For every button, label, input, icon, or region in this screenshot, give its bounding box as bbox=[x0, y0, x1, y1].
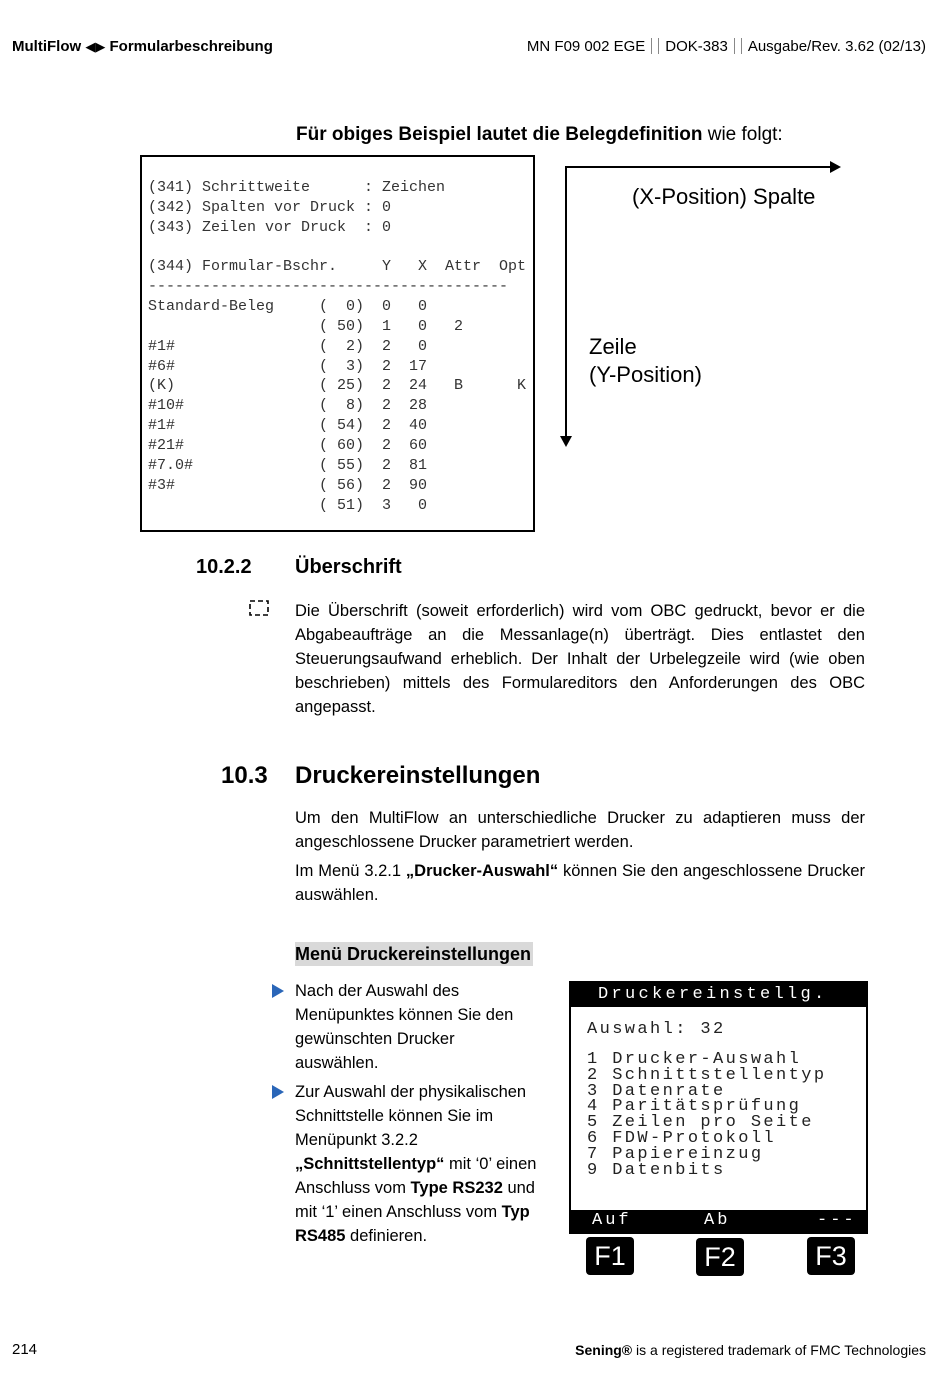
header-revision: Ausgabe/Rev. 3.62 (02/13) bbox=[747, 38, 926, 55]
display-title-bar bbox=[571, 983, 866, 1007]
code-line: ( 50) 1 0 2 bbox=[148, 317, 464, 335]
softkey-label-down: Ab bbox=[704, 1211, 731, 1230]
right-arrow-icon: ▶ bbox=[95, 39, 106, 54]
section-number: 10.2.2 bbox=[196, 556, 252, 578]
para-text: Im Menü 3.2.1 bbox=[295, 862, 406, 880]
display-menu-item: 9 Datenbits bbox=[587, 1160, 726, 1180]
f1-key[interactable]: F1 bbox=[586, 1237, 634, 1275]
header-section: Formularbeschreibung bbox=[109, 38, 273, 55]
section-title: Überschrift bbox=[295, 556, 402, 578]
display-title: Druckereinstellg. bbox=[598, 985, 828, 1004]
code-line: #3# ( 56) 2 90 bbox=[148, 476, 428, 494]
f2-key[interactable]: F2 bbox=[696, 1238, 744, 1276]
code-line: (343) Zeilen vor Druck : 0 bbox=[148, 218, 392, 236]
code-line: (342) Spalten vor Druck : 0 bbox=[148, 198, 392, 216]
y-axis-label bbox=[589, 333, 702, 389]
header-product: MultiFlow bbox=[12, 38, 82, 55]
bullet-text: und mit ‘1’ einen Anschluss vom bbox=[295, 1179, 535, 1221]
footer-trademark bbox=[575, 1342, 926, 1358]
menu-heading: Menü Druckereinstellungen bbox=[295, 944, 532, 964]
y-axis-line bbox=[565, 166, 567, 438]
display-softkey-bar bbox=[571, 1210, 866, 1232]
bullet-text: definieren. bbox=[345, 1227, 428, 1245]
para-text: können Sie den angeschlossene Drucker auswählen. bbox=[295, 862, 865, 904]
device-display bbox=[569, 981, 868, 1234]
code-line: #10# ( 8) 2 28 bbox=[148, 397, 428, 415]
intro-bold: Für obiges Beispiel lautet die Belegdefinition bbox=[296, 124, 703, 145]
code-line: #1# ( 54) 2 40 bbox=[148, 417, 428, 435]
display-selection: Auswahl: 32 bbox=[587, 1020, 726, 1039]
x-axis-arrow-icon bbox=[830, 161, 841, 173]
section-paragraph: Um den MultiFlow an unterschiedliche Drucker zu adaptieren muss der angeschlossene Drucker parametriert werden. bbox=[295, 809, 865, 851]
footer-brand: Sening® bbox=[575, 1342, 633, 1358]
code-line: ---------------------------------------- bbox=[148, 278, 509, 296]
code-line: #1# ( 2) 2 0 bbox=[148, 337, 428, 355]
code-line: #21# ( 60) 2 60 bbox=[148, 436, 428, 454]
bullet-arrow-icon bbox=[272, 984, 284, 998]
display-menu-item: 2 Schnittstellentyp bbox=[587, 1065, 827, 1085]
header-doc-id: MN F09 002 EGE bbox=[526, 38, 646, 55]
interface-type: Typ RS485 bbox=[295, 1203, 530, 1245]
display-menu-item: 4 Paritätsprüfung bbox=[587, 1097, 802, 1117]
code-line: #6# ( 3) 2 17 bbox=[148, 357, 428, 375]
code-line bbox=[148, 238, 526, 258]
y-axis-label-line1: Zeile bbox=[589, 334, 637, 359]
note-icon bbox=[248, 599, 270, 622]
display-menu-item: 3 Datenrate bbox=[587, 1081, 726, 1101]
bullet-item: Nach der Auswahl des Menüpunktes können Sie den gewünschten Drucker auswählen. bbox=[295, 982, 514, 1072]
intro-tail: wie folgt: bbox=[702, 124, 783, 145]
x-axis-label: (X-Position) Spalte bbox=[632, 184, 816, 209]
footer-text: is a registered trademark of FMC Technologies bbox=[632, 1342, 926, 1358]
form-definition-box bbox=[140, 155, 535, 532]
separator bbox=[734, 38, 742, 54]
page-number: 214 bbox=[12, 1341, 38, 1358]
bullet-text: mit ‘0’ einen Anschluss vom bbox=[295, 1155, 537, 1197]
section-number: 10.3 bbox=[221, 762, 268, 789]
header-title bbox=[12, 38, 273, 55]
f3-key[interactable]: F3 bbox=[807, 1237, 855, 1275]
header-doc-num: DOK-383 bbox=[665, 38, 728, 55]
menu-reference: „Schnittstellentyp“ bbox=[295, 1155, 445, 1173]
intro-text bbox=[296, 124, 783, 146]
left-arrow-icon: ◀ bbox=[85, 39, 96, 54]
code-line: ( 51) 3 0 bbox=[148, 496, 428, 514]
section-paragraph bbox=[295, 859, 865, 907]
display-menu-item: 7 Papiereinzug bbox=[587, 1144, 764, 1164]
interface-type: Type RS232 bbox=[410, 1179, 503, 1197]
bullet-item bbox=[295, 1080, 550, 1248]
code-line: #7.0# ( 55) 2 81 bbox=[148, 456, 428, 474]
display-menu-list bbox=[587, 1052, 826, 1178]
bullet-arrow-icon bbox=[272, 1085, 284, 1099]
code-line: Standard-Beleg ( 0) 0 0 bbox=[148, 298, 428, 316]
softkey-label-none: --- bbox=[817, 1211, 857, 1230]
code-line: (344) Formular-Bschr. Y X Attr Opt bbox=[148, 258, 527, 276]
y-axis-arrow-icon bbox=[560, 436, 572, 447]
section-title: Druckereinstellungen bbox=[295, 762, 541, 789]
display-menu-item: 1 Drucker-Auswahl bbox=[587, 1050, 802, 1069]
menu-reference: „Drucker-Auswahl“ bbox=[405, 862, 559, 880]
x-axis-line bbox=[565, 166, 830, 168]
separator bbox=[651, 38, 659, 54]
display-menu-item: 6 FDW-Protokoll bbox=[587, 1128, 777, 1148]
y-axis-label-line2: (Y-Position) bbox=[589, 362, 702, 387]
form-definition-listing bbox=[148, 178, 526, 515]
code-line: (K) ( 25) 2 24 B K bbox=[148, 377, 527, 395]
header-doc-info bbox=[527, 38, 926, 55]
section-paragraph: Die Überschrift (soweit erforderlich) wird vom OBC gedruckt, bevor er die Abgabeaufträge an die Messanlage(n) überträgt. Dies entlastet den Steuerungsaufwand erheblich. Der Inhalt der Urbelegzeile wird (wie oben beschrieben) mittels des Formulareditors den Anforderungen des OBC angepasst. bbox=[295, 602, 865, 716]
bullet-text: Zur Auswahl der physikalischen Schnittstelle können Sie im Menüpunkt 3.2.2 bbox=[295, 1083, 527, 1149]
softkey-label-up: Auf bbox=[592, 1211, 632, 1230]
code-line: (341) Schrittweite : Zeichen bbox=[148, 179, 446, 196]
display-menu-item: 5 Zeilen pro Seite bbox=[587, 1113, 814, 1133]
